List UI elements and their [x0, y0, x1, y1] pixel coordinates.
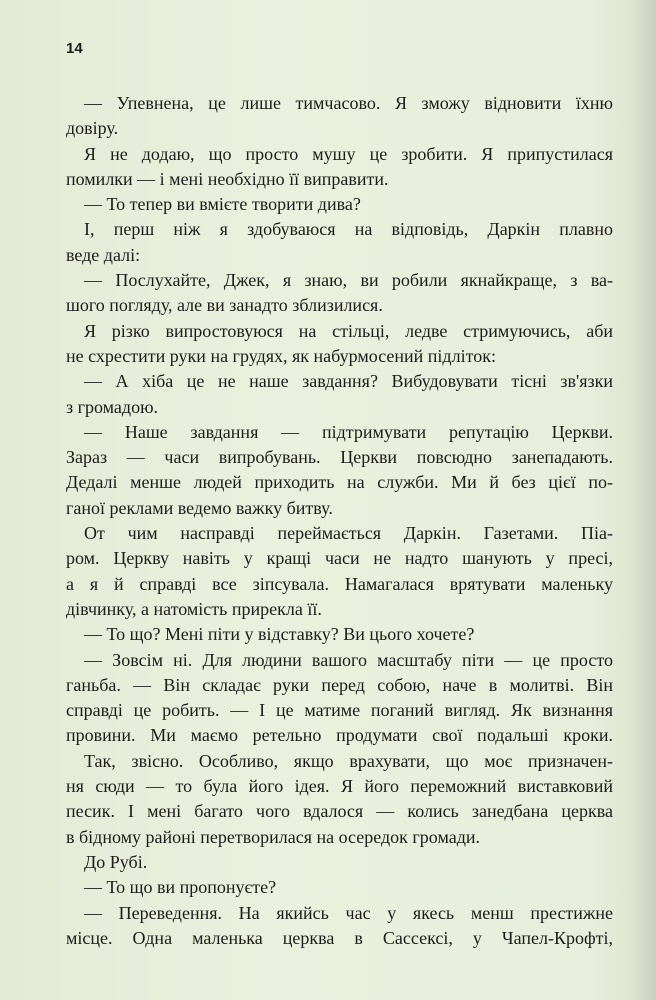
- text-line: шого погляду, але ви занадто зблизилися.: [66, 295, 383, 316]
- text-line: ром. Церкву навіть у кращі часи не надто шанують у пресі,: [66, 548, 613, 569]
- body-text: [66, 91, 613, 951]
- text-line: місце. Одна маленька церква в Сассексі, у Чапел-Крофті,: [66, 927, 613, 948]
- text-line: довіру.: [66, 118, 119, 139]
- text-line: веде далі:: [66, 244, 141, 265]
- text-line: з громадою.: [66, 396, 159, 417]
- text-line: Я різко випростовуюся на стільці, ледве стримуючись, аби: [84, 320, 613, 341]
- text-line: а я й справді все зіпсувала. Намагалася врятувати маленьку: [66, 573, 613, 594]
- text-line: — То тепер ви вмієте творити дива?: [84, 194, 361, 215]
- text-line: ганої реклами ведемо важку битву.: [66, 497, 333, 518]
- text-line: Зараз — часи випробувань. Церкви повсюдно занепадають.: [66, 447, 613, 468]
- text-line: — Зовсім ні. Для людини вашого масштабу піти — це просто: [84, 649, 613, 670]
- text-line: справді це робить. — І це матиме поганий вигляд. Як визнання: [66, 700, 613, 721]
- text-line: — Упевнена, це лише тимчасово. Я зможу відновити їхню: [84, 93, 613, 113]
- text-line: — Послухайте, Джек, я знаю, ви робили якнайкраще, з ва-: [84, 270, 613, 291]
- text-line: Я не додаю, що просто мушу це зробити. Я припустилася: [84, 143, 613, 164]
- text-line: Дедалі менше людей приходить на служби. Ми й без цієї по-: [66, 472, 613, 493]
- text-line: не схрестити руки на грудях, як набурмосений підліток:: [66, 345, 496, 366]
- text-line: ганьба. — Він складає руки перед собою, наче в молитві. Він: [66, 674, 613, 695]
- text-line: дівчинку, а натомість прирекла її.: [66, 598, 322, 619]
- text-line: песик. І мені багато чого вдалося — колись занедбана церква: [66, 801, 613, 822]
- text-line: провини. Ми маємо ретельно продумати свої подальші кроки.: [66, 725, 613, 746]
- text-line: І, перш ніж я здобуваюся на відповідь, Даркін плавно: [84, 219, 613, 240]
- text-line: Так, звісно. Особливо, якщо врахувати, що моє призначен-: [84, 750, 613, 771]
- text-line: в бідному районі перетворилася на осередок громади.: [66, 826, 480, 847]
- text-line: От чим насправді переймається Даркін. Газетами. Піа-: [84, 523, 613, 544]
- text-line: ня сюди — то була його ідея. Я його переможний виставковий: [66, 776, 613, 797]
- text-line: — А хіба це не наше завдання? Вибудовувати тісні зв'язки: [84, 371, 613, 392]
- text-line: До Рубі.: [84, 851, 148, 872]
- text-line: — Переведення. На якийсь час у якесь менш престижне: [84, 902, 613, 923]
- text-line: — Наше завдання — підтримувати репутацію Церкви.: [84, 421, 613, 442]
- text-line: — То що? Мені піти у відставку? Ви цього хочете?: [84, 624, 475, 645]
- text-line: — То що ви пропонуєте?: [84, 877, 277, 898]
- page-number: 14: [66, 40, 83, 57]
- text-line: помилки — і мені необхідно її виправити.: [66, 168, 389, 189]
